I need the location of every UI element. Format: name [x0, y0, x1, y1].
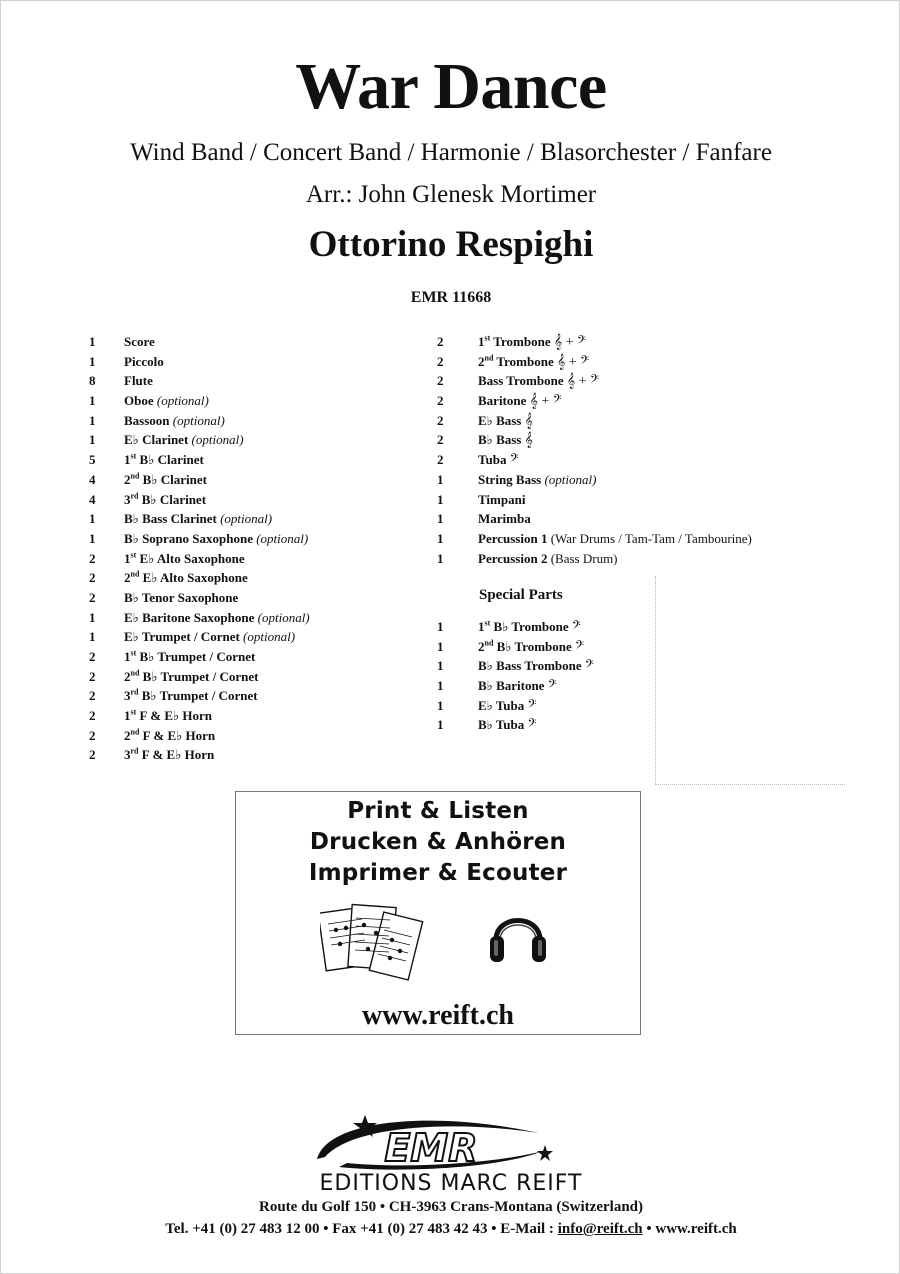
part-ordinal: 2 — [478, 638, 485, 654]
part-quantity: 1 — [437, 619, 444, 634]
part-ordinal: 2 — [124, 471, 131, 487]
part-ordinal-suffix: nd — [484, 638, 494, 648]
part-ordinal: 1 — [478, 619, 485, 634]
part-instrument: Alto Saxophone — [160, 570, 248, 586]
part-quantity: 1 — [437, 550, 444, 566]
part-quantity: 2 — [89, 668, 96, 684]
part-name — [124, 352, 164, 372]
part-instrument: Flute — [124, 373, 153, 389]
part-ordinal-suffix: nd — [130, 471, 140, 481]
part-name — [478, 509, 531, 529]
part-name — [124, 608, 310, 628]
part-row — [437, 470, 857, 490]
part-key: E♭ — [139, 550, 155, 566]
part-quantity: 1 — [437, 697, 444, 713]
part-instrument: Trombone — [493, 334, 551, 349]
part-optional-note: (optional) — [544, 471, 597, 487]
part-instrument: Clarinet — [160, 471, 207, 487]
part-name — [124, 470, 207, 490]
part-key: E♭ — [124, 629, 139, 645]
part-quantity: 2 — [89, 747, 96, 763]
part-quantity: 1 — [437, 471, 444, 487]
part-instrument: Trumpet / Cornet — [141, 629, 240, 645]
part-row — [437, 411, 857, 431]
part-optional-note: (optional) — [220, 511, 273, 527]
part-row — [437, 332, 857, 352]
clef-icon: 𝄞 — [524, 413, 533, 429]
part-ordinal-suffix: st — [130, 451, 137, 461]
part-quantity: 1 — [437, 638, 444, 654]
part-row — [437, 450, 857, 470]
part-key: B♭ — [139, 452, 155, 468]
clef-icon: 𝄢 — [571, 620, 581, 635]
part-row — [437, 490, 857, 510]
part-instrument: Tenor Saxophone — [141, 589, 239, 605]
part-row — [89, 332, 429, 352]
part-quantity: 4 — [89, 471, 96, 487]
part-instrument: Percussion 2 — [478, 550, 548, 566]
part-quantity: 1 — [89, 393, 96, 409]
part-instrument: Timpani — [478, 491, 526, 507]
part-name — [124, 726, 215, 746]
part-instrument: Trombone — [496, 353, 554, 369]
part-quantity: 2 — [89, 688, 96, 704]
part-name — [478, 490, 525, 510]
part-ordinal: 2 — [124, 727, 131, 743]
part-row — [89, 529, 429, 549]
piece-title: War Dance — [295, 50, 607, 123]
part-name — [478, 676, 557, 697]
part-ordinal-suffix: st — [484, 333, 491, 343]
part-row — [437, 371, 857, 391]
part-ordinal: 3 — [124, 491, 131, 507]
part-key: B♭ — [139, 649, 155, 664]
part-name — [124, 332, 155, 352]
part-instrument: String Bass — [478, 471, 542, 487]
part-quantity: 2 — [437, 412, 444, 428]
part-ordinal: 2 — [124, 668, 131, 684]
part-quantity: 2 — [437, 393, 444, 409]
part-quantity: 1 — [89, 412, 96, 428]
parts-list-right — [437, 332, 857, 568]
part-quantity: 2 — [89, 708, 96, 724]
part-key: B♭ — [141, 491, 157, 507]
contact-phone-fax: Tel. +41 (0) 27 483 12 00 • Fax +41 (0) 27 483 42 43 • E-Mail : — [165, 1221, 558, 1237]
part-ordinal-suffix: rd — [130, 747, 139, 757]
part-quantity: 1 — [89, 629, 96, 645]
clef-icon: 𝄢 — [509, 453, 519, 469]
part-name — [124, 568, 248, 588]
part-name — [124, 509, 272, 529]
part-instrument: Score — [124, 334, 155, 349]
publisher-contact — [1, 1221, 900, 1238]
part-row — [89, 450, 429, 470]
part-key: B♭ — [478, 717, 493, 733]
part-quantity: 1 — [89, 334, 96, 349]
part-row — [89, 627, 429, 647]
part-ordinal-suffix: st — [130, 648, 137, 658]
part-quantity: 2 — [437, 353, 444, 369]
contact-email-link[interactable]: info@reift.ch — [557, 1221, 643, 1237]
part-row — [437, 430, 857, 450]
part-detail: (War Drums / Tam-Tam / Tambourine) — [550, 530, 752, 546]
part-ordinal: 1 — [124, 708, 131, 724]
part-instrument: Trumpet / Cornet — [159, 688, 258, 704]
part-quantity: 2 — [89, 649, 96, 664]
part-ordinal-suffix: st — [484, 618, 491, 628]
promo-line-english: Print & Listen — [347, 798, 529, 824]
part-name — [124, 706, 212, 726]
promo-website[interactable]: www.reift.ch — [362, 1000, 514, 1031]
part-row — [89, 411, 429, 431]
clef-icon: 𝄢 — [527, 718, 537, 734]
part-row — [89, 352, 429, 372]
part-detail: (Bass Drum) — [550, 550, 618, 566]
part-name — [124, 529, 308, 549]
part-quantity: 2 — [437, 373, 444, 389]
part-row — [89, 667, 429, 687]
part-name — [478, 391, 562, 412]
part-key: B♭ — [478, 678, 493, 694]
part-instrument: Marimba — [478, 511, 531, 527]
part-row — [437, 715, 657, 735]
part-ordinal-suffix: nd — [484, 353, 494, 363]
part-instrument: Bass Clarinet — [142, 511, 217, 527]
part-row — [437, 676, 657, 696]
part-ordinal: 1 — [478, 334, 485, 349]
sheet-music-icon — [320, 900, 430, 990]
part-row — [437, 617, 657, 637]
clef-icon: 𝄢 — [547, 679, 557, 695]
part-ordinal-suffix: nd — [130, 569, 140, 579]
part-row — [89, 549, 429, 569]
part-optional-note: (optional) — [191, 432, 244, 448]
part-ordinal-suffix: nd — [130, 668, 140, 678]
part-key: B♭ — [496, 638, 512, 654]
part-key: B♭ — [141, 688, 157, 704]
part-name — [478, 549, 618, 569]
part-name — [478, 371, 599, 392]
part-instrument: Clarinet — [157, 452, 204, 468]
part-quantity: 1 — [89, 609, 96, 625]
part-name — [124, 371, 153, 391]
part-quantity: 1 — [437, 717, 444, 733]
part-name — [124, 430, 244, 450]
part-row — [437, 549, 857, 569]
part-row — [89, 588, 429, 608]
part-name — [124, 450, 204, 470]
contact-website: • www.reift.ch — [642, 1221, 737, 1237]
part-key: B♭ — [478, 658, 493, 674]
part-ordinal-suffix: rd — [130, 688, 139, 698]
part-instrument: Tuba — [495, 717, 525, 733]
part-ordinal-suffix: rd — [130, 491, 139, 501]
part-optional-note: (optional) — [256, 530, 309, 546]
part-name — [124, 686, 258, 706]
part-name — [478, 617, 581, 638]
part-ordinal: 2 — [478, 353, 485, 369]
part-instrument: Trombone — [514, 638, 572, 654]
part-quantity: 2 — [89, 727, 96, 743]
part-name — [478, 450, 519, 471]
parts-list-left — [89, 332, 429, 765]
part-instrument: Percussion 1 — [478, 530, 548, 546]
part-name — [124, 745, 214, 765]
part-quantity: 1 — [89, 511, 96, 527]
part-ordinal: 3 — [124, 688, 131, 704]
part-name — [124, 667, 258, 687]
part-quantity: 1 — [437, 678, 444, 694]
part-instrument: Trombone — [511, 619, 569, 634]
part-instrument: F & E♭ Horn — [141, 747, 215, 763]
part-name — [478, 430, 533, 451]
dotted-divider — [655, 576, 656, 784]
clef-icon: 𝄞 + 𝄢 — [529, 394, 562, 410]
part-instrument: Baritone Saxophone — [142, 609, 255, 625]
part-instrument: Soprano Saxophone — [142, 530, 253, 546]
part-instrument: Tuba — [495, 697, 525, 713]
part-quantity: 1 — [89, 432, 96, 448]
part-optional-note: (optional) — [156, 393, 209, 409]
headphones-icon — [488, 900, 548, 970]
part-name — [478, 637, 584, 658]
catalog-number: EMR 11668 — [410, 289, 492, 306]
part-name — [478, 470, 596, 490]
part-quantity: 2 — [89, 570, 96, 586]
part-name — [478, 529, 752, 549]
part-row — [89, 490, 429, 510]
part-row — [89, 430, 429, 450]
part-ordinal: 1 — [124, 452, 131, 468]
part-instrument: Bass — [496, 412, 522, 428]
part-row — [437, 696, 657, 716]
part-quantity: 1 — [437, 491, 444, 507]
part-instrument: Bass Trombone — [478, 373, 564, 389]
part-instrument: Trumpet / Cornet — [160, 668, 259, 684]
part-key: E♭ — [124, 609, 139, 625]
part-instrument: Bass — [496, 432, 522, 448]
part-ordinal-suffix: st — [130, 550, 137, 560]
part-key: B♭ — [142, 471, 158, 487]
part-instrument: Clarinet — [159, 491, 207, 507]
part-quantity: 1 — [437, 511, 444, 527]
part-quantity: 2 — [89, 550, 96, 566]
part-row — [89, 686, 429, 706]
part-quantity: 2 — [437, 334, 444, 349]
publisher-name: EDITIONS MARC REIFT — [319, 1171, 583, 1196]
part-instrument: Tuba — [478, 452, 507, 468]
part-quantity: 2 — [437, 432, 444, 448]
part-row — [437, 656, 657, 676]
part-ordinal: 3 — [124, 747, 131, 763]
part-quantity: 1 — [437, 530, 444, 546]
clef-icon: 𝄢 — [575, 639, 585, 655]
part-row — [437, 391, 857, 411]
part-instrument: Bassoon — [124, 412, 170, 428]
part-name — [478, 352, 589, 373]
part-quantity: 2 — [437, 452, 444, 468]
part-row — [89, 568, 429, 588]
part-quantity: 1 — [437, 658, 444, 674]
special-parts-heading: Special Parts — [479, 587, 563, 603]
part-quantity: 1 — [89, 530, 96, 546]
part-row — [89, 509, 429, 529]
part-row — [89, 391, 429, 411]
part-key: E♭ — [142, 570, 158, 586]
clef-icon: 𝄢 — [527, 698, 537, 714]
part-instrument: Piccolo — [124, 353, 164, 369]
promo-line-french: Imprimer & Ecouter — [308, 860, 568, 886]
part-key: B♭ — [493, 619, 509, 634]
part-ordinal: 1 — [124, 550, 131, 566]
part-instrument: F & E♭ Horn — [142, 727, 216, 743]
part-quantity: 5 — [89, 452, 96, 468]
part-ordinal-suffix: st — [130, 707, 137, 717]
part-name — [478, 656, 594, 677]
part-name — [124, 391, 209, 411]
part-row — [437, 529, 857, 549]
part-row — [89, 647, 429, 667]
clef-icon: 𝄞 + 𝄢 — [566, 374, 600, 390]
part-instrument: Baritone — [478, 393, 527, 409]
part-optional-note: (optional) — [257, 609, 310, 625]
part-row — [89, 470, 429, 490]
part-name — [124, 588, 238, 608]
part-name — [124, 490, 206, 510]
part-key: E♭ — [478, 412, 493, 428]
part-row — [437, 637, 657, 657]
part-instrument: Baritone — [496, 678, 545, 694]
part-instrument: Oboe — [124, 393, 154, 409]
part-name — [124, 411, 225, 431]
clef-icon: 𝄞 + 𝄢 — [553, 335, 587, 350]
part-row — [437, 352, 857, 372]
part-quantity: 1 — [89, 353, 96, 369]
part-name — [478, 332, 586, 353]
part-ordinal-suffix: nd — [130, 727, 140, 737]
part-instrument: Alto Saxophone — [156, 550, 245, 566]
logo-text: EMR — [384, 1126, 478, 1170]
part-instrument: Trumpet / Cornet — [157, 649, 256, 664]
part-name — [124, 627, 295, 647]
part-row — [89, 726, 429, 746]
part-quantity: 4 — [89, 491, 96, 507]
part-row — [89, 706, 429, 726]
part-key: B♭ — [142, 668, 158, 684]
arranger-credit: Arr.: John Glenesk Mortimer — [305, 181, 597, 208]
part-key: E♭ — [124, 432, 139, 448]
promo-line-german: Drucken & Anhören — [309, 829, 567, 855]
part-name — [124, 647, 255, 667]
print-listen-box — [235, 791, 641, 1035]
part-row — [437, 509, 857, 529]
part-row — [89, 745, 429, 765]
part-key: B♭ — [478, 432, 493, 448]
special-parts-list — [437, 617, 657, 735]
part-optional-note: (optional) — [172, 412, 225, 428]
part-instrument: Bass Trombone — [496, 658, 582, 674]
part-name — [478, 696, 537, 717]
part-ordinal: 2 — [124, 570, 131, 586]
publisher-address: Route du Golf 150 • CH-3963 Crans-Montana (Switzerland) — [259, 1199, 643, 1215]
part-key: E♭ — [478, 697, 493, 713]
part-key: B♭ — [124, 530, 139, 546]
part-quantity: 2 — [89, 589, 96, 605]
part-key: B♭ — [124, 511, 139, 527]
dotted-divider — [655, 784, 845, 785]
part-key: B♭ — [124, 589, 139, 605]
part-name — [478, 715, 537, 736]
part-quantity: 8 — [89, 373, 96, 389]
part-instrument: Clarinet — [142, 432, 189, 448]
clef-icon: 𝄢 — [584, 659, 594, 675]
part-instrument: F & E♭ Horn — [139, 708, 212, 724]
clef-icon: 𝄞 + 𝄢 — [556, 354, 590, 370]
part-optional-note: (optional) — [243, 629, 296, 645]
part-ordinal: 1 — [124, 649, 131, 664]
composer-name: Ottorino Respighi — [308, 224, 594, 265]
clef-icon: 𝄞 — [524, 433, 533, 449]
part-name — [124, 549, 245, 569]
part-row — [89, 608, 429, 628]
ensemble-subtitle: Wind Band / Concert Band / Harmonie / Blasorchester / Fanfare — [130, 139, 772, 166]
part-row — [89, 371, 429, 391]
part-name — [478, 411, 533, 432]
